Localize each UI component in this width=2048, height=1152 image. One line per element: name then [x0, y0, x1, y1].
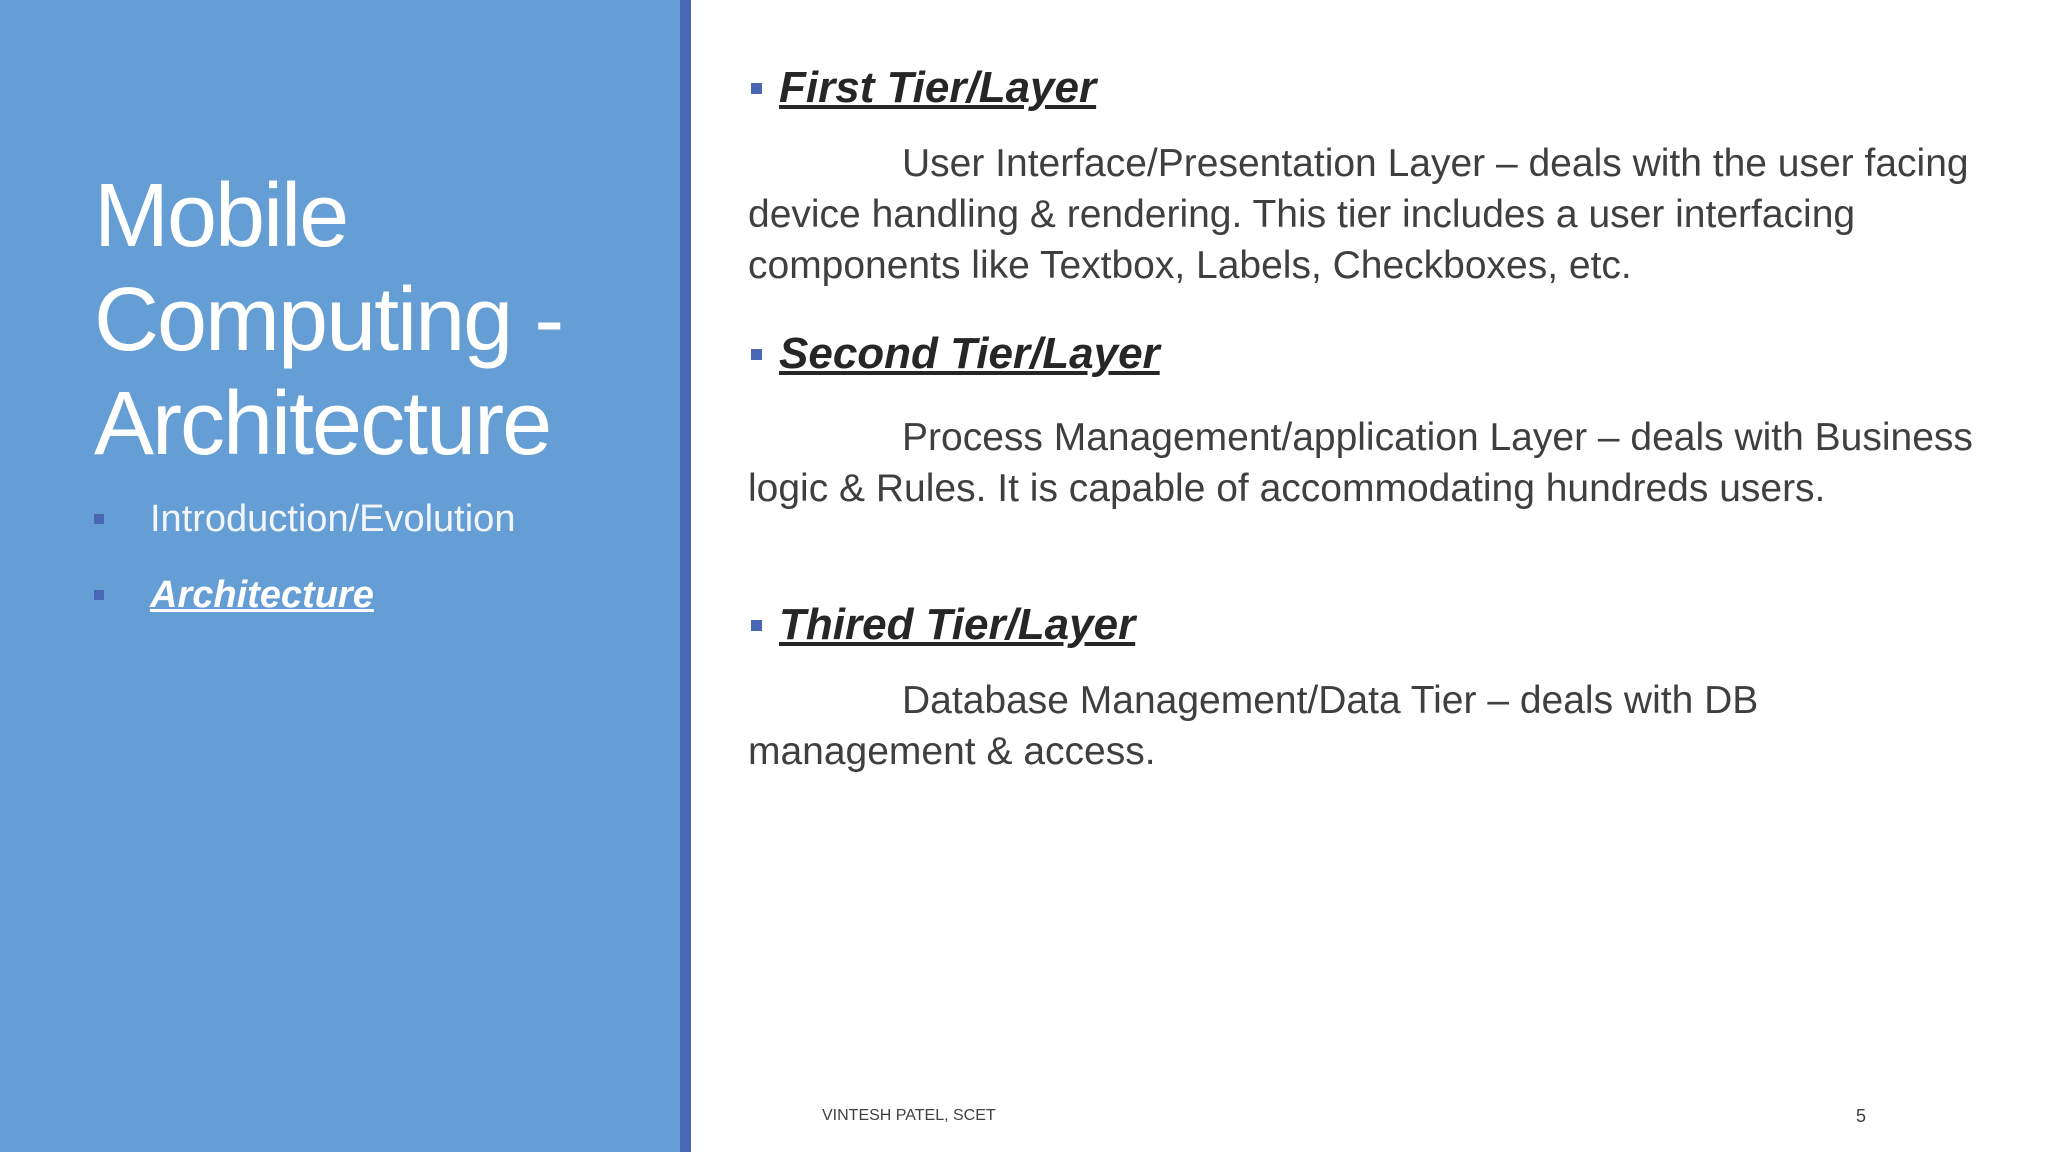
- panel-divider: [680, 0, 691, 1152]
- footer-author: VINTESH PATEL, SCET: [822, 1107, 996, 1124]
- section-heading: [748, 324, 1988, 384]
- page-number: 5: [1856, 1106, 1867, 1126]
- nav-item-architecture[interactable]: [94, 570, 515, 620]
- square-bullet-icon: [751, 83, 762, 94]
- slide-sidebar-panel: [0, 0, 680, 1152]
- section-heading: [748, 595, 1988, 655]
- section-heading-text: First Tier/Layer: [779, 63, 1097, 112]
- section-heading-text: Second Tier/Layer: [779, 329, 1160, 378]
- square-bullet-icon: [751, 349, 762, 360]
- section-description: Database Management/Data Tier – deals with DB management & access.: [748, 679, 1759, 773]
- slide-nav-list: [94, 494, 515, 646]
- nav-item-label: Architecture: [150, 573, 374, 616]
- section-heading: [748, 58, 1988, 118]
- tier-section-third: [748, 595, 1988, 777]
- section-description: User Interface/Presentation Layer – deals with the user facing device handling & rendering. This tier includes a user interfacing components like Textbox, Labels, Checkboxes, etc.: [748, 142, 1969, 287]
- square-bullet-icon: [94, 590, 104, 600]
- square-bullet-icon: [751, 620, 762, 631]
- square-bullet-icon: [94, 514, 104, 524]
- nav-item-label: Introduction/Evolution: [150, 497, 516, 540]
- section-heading-text: Thired Tier/Layer: [779, 600, 1136, 649]
- slide-title: Mobile Computing - Architecture: [94, 166, 563, 474]
- nav-item-introduction[interactable]: [94, 494, 515, 544]
- tier-section-second: [748, 324, 1988, 514]
- tier-section-first: [748, 58, 1988, 291]
- section-description: Process Management/application Layer – deals with Business logic & Rules. It is capable of accommodating hundreds users.: [748, 416, 1973, 510]
